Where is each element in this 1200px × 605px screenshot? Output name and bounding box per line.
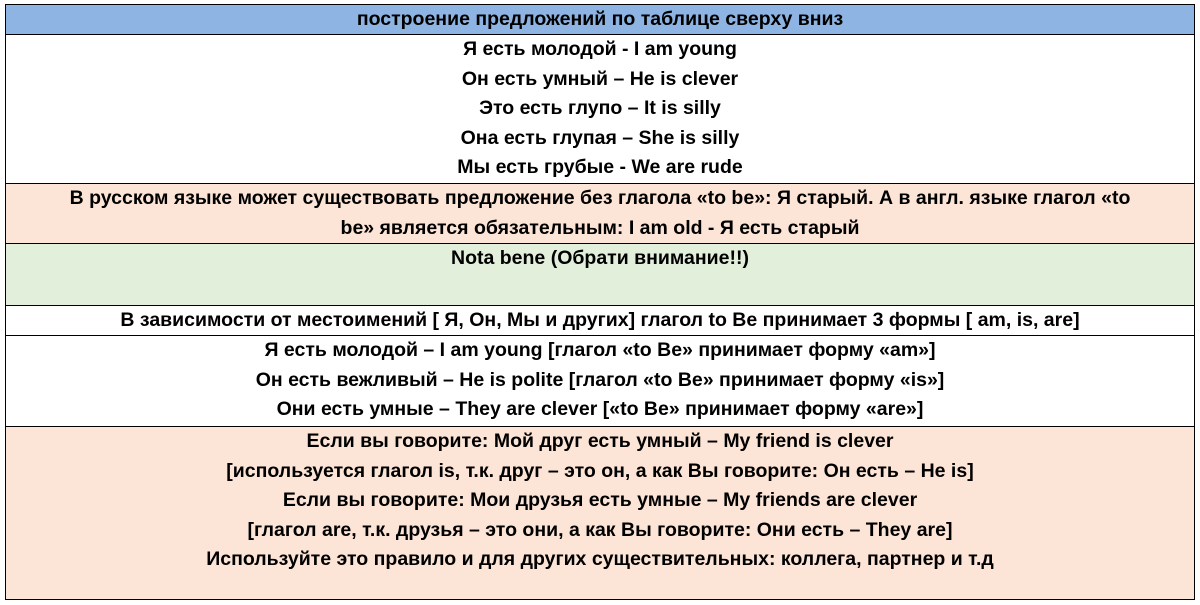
example-line: Мы есть грубые - We are rude	[457, 156, 743, 179]
grammar-table	[5, 4, 1195, 600]
russian-note-line: be» является обязательным: I am old - Я есть старый	[340, 216, 860, 239]
rule-line: Если вы говорите: Мои друзья есть умные – My friends are clever	[282, 489, 918, 512]
russian-note-line: В русском языке может существовать предложение без глагола «to be»: Я старый. А в англ. языке глагол «to	[69, 187, 1131, 209]
form-example-line: Я есть молодой – I am young [глагол «to Be» принимает форму «am»]	[264, 339, 936, 361]
rule-row	[6, 427, 1194, 600]
rule-line: [используется глагол is, т.к. друг – это он, а как Вы говорите: Он есть – He is]	[226, 459, 974, 482]
rule-line: Используйте это правило и для других существительных: коллега, партнер и т.д	[206, 548, 994, 571]
example-line: Она есть глупая – She is silly	[460, 126, 740, 149]
forms-row	[6, 336, 1194, 427]
dependency-row	[6, 306, 1194, 336]
table-title: построение предложений по таблице сверху вниз	[356, 8, 844, 30]
dependency-text: В зависимости от местоимений [ Я, Он, Мы и других] глагол to Be принимает 3 формы [ am, is, are]	[120, 309, 1080, 331]
rule-line: Если вы говорите: Мой друг есть умный – My friend is clever	[306, 430, 894, 452]
example-line: Он есть умный – He is clever	[461, 67, 739, 90]
russian-note-row	[6, 184, 1194, 244]
form-example-line: Он есть вежливый – He is polite [глагол «to Be» принимает форму «is»]	[255, 368, 945, 391]
rule-line: [глагол are, т.к. друзья – это они, а как Вы говорите: Они есть – They are]	[247, 518, 953, 541]
table-title-row	[6, 5, 1194, 35]
nota-bene-row	[6, 244, 1194, 306]
example-line: Это есть глупо – It is silly	[479, 97, 721, 120]
examples-row	[6, 35, 1194, 184]
nota-bene-text: Nota bene (Обрати внимание!!)	[451, 247, 749, 269]
form-example-line: Они есть умные – They are clever [«to Be» принимает форму «are»]	[276, 398, 924, 421]
example-line: Я есть молодой - I am young	[463, 38, 737, 60]
